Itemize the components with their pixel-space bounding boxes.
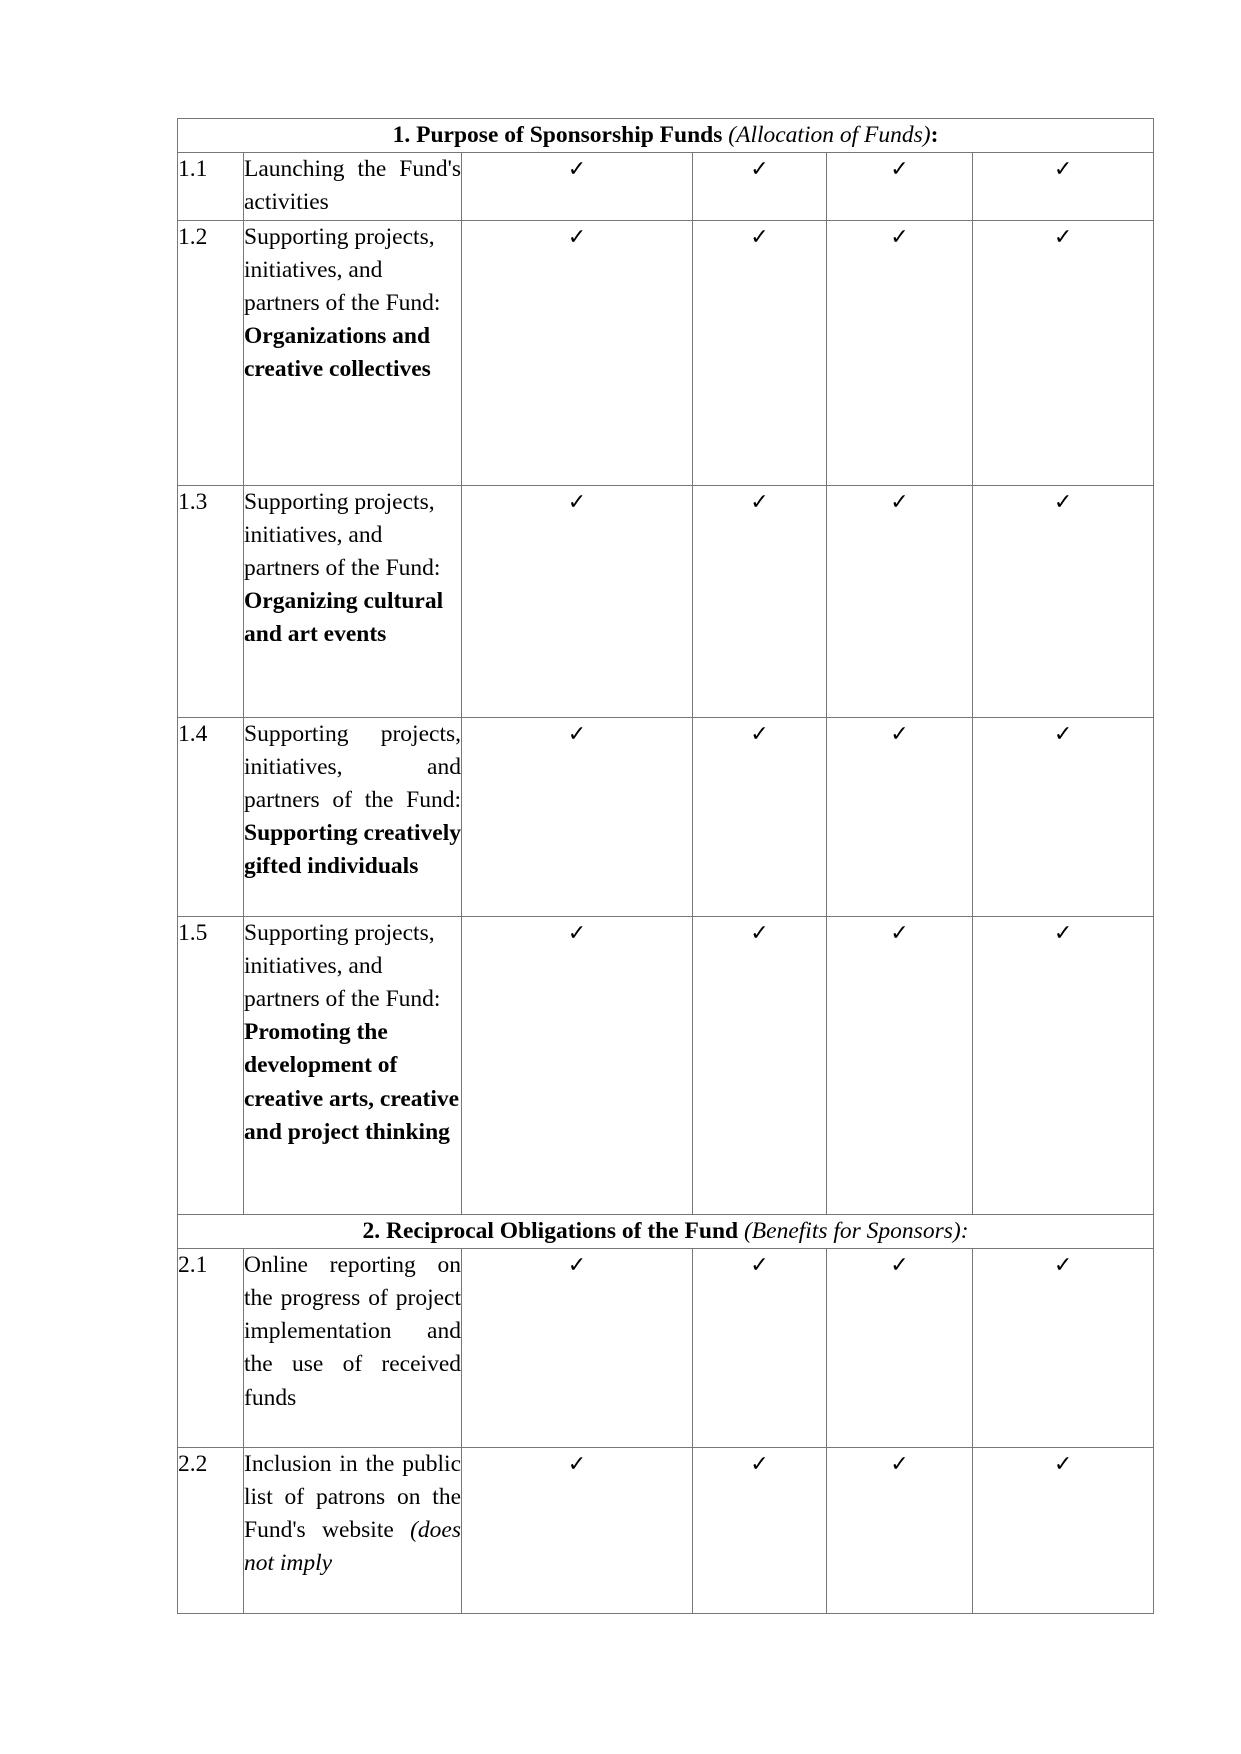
checkmark-icon: ✓ xyxy=(567,721,587,747)
checkmark-icon: ✓ xyxy=(567,157,587,183)
check-cell xyxy=(827,717,973,916)
row-number: 2.1 xyxy=(178,1248,244,1447)
checkmark-icon: ✓ xyxy=(890,1252,909,1278)
checkmark-icon: ✓ xyxy=(750,489,769,515)
row-number: 2.2 xyxy=(178,1447,244,1613)
description-text: Inclusion in the public list of patrons on the Fund's website xyxy=(244,1450,461,1544)
check-cell xyxy=(462,1248,693,1447)
check-cell xyxy=(462,717,693,916)
check-cell xyxy=(693,717,827,916)
check-cell xyxy=(693,485,827,717)
table-row xyxy=(178,153,1154,220)
section-title: 2. Reciprocal Obligations of the Fund xyxy=(362,1217,739,1244)
checkmark-icon: ✓ xyxy=(1053,920,1073,946)
section-header-row xyxy=(178,1214,1154,1248)
checkmark-icon: ✓ xyxy=(567,224,587,250)
check-cell xyxy=(693,1447,827,1613)
check-cell xyxy=(973,717,1154,916)
checkmark-icon: ✓ xyxy=(890,920,909,946)
section-subtitle: (Benefits for Sponsors): xyxy=(743,1217,969,1244)
description-text: Launching the Fund's activities xyxy=(244,156,461,216)
checkmark-icon: ✓ xyxy=(890,224,909,250)
check-cell xyxy=(973,916,1154,1214)
check-cell xyxy=(973,1248,1154,1447)
checkmark-icon: ✓ xyxy=(1053,1451,1073,1477)
checkmark-icon: ✓ xyxy=(567,489,587,515)
description-text: Supporting projects, initiatives, and partners of the Fund: xyxy=(244,488,441,582)
row-number: 1.3 xyxy=(178,485,244,717)
checkmark-icon: ✓ xyxy=(750,157,769,183)
checkmark-icon: ✓ xyxy=(1053,489,1073,515)
check-cell xyxy=(693,220,827,485)
table-row xyxy=(178,220,1154,485)
checkmark-icon: ✓ xyxy=(750,1252,769,1278)
section-title: 1. Purpose of Sponsorship Funds xyxy=(392,122,723,148)
checkmark-icon: ✓ xyxy=(567,1252,587,1278)
check-cell xyxy=(827,1447,973,1613)
row-description xyxy=(244,916,462,1214)
checkmark-icon: ✓ xyxy=(890,721,909,747)
description-bold: Supporting creatively gifted individuals xyxy=(244,820,461,880)
check-cell xyxy=(827,153,973,220)
description-text: Supporting projects, initiatives, and partners of the Fund: xyxy=(244,919,441,1013)
checkmark-icon: ✓ xyxy=(890,489,909,515)
check-cell xyxy=(462,916,693,1214)
description-bold: Organizations and creative collectives xyxy=(244,323,431,383)
check-cell xyxy=(827,485,973,717)
section-2-header xyxy=(178,1214,1154,1248)
check-cell xyxy=(973,220,1154,485)
checkmark-icon: ✓ xyxy=(750,920,769,946)
row-description xyxy=(244,220,462,485)
row-description xyxy=(244,153,462,220)
row-description xyxy=(244,717,462,916)
sponsorship-table xyxy=(177,118,1154,1614)
row-description xyxy=(244,1447,462,1613)
table-row xyxy=(178,1447,1154,1613)
check-cell xyxy=(462,485,693,717)
section-header-row xyxy=(178,119,1154,153)
checkmark-icon: ✓ xyxy=(750,224,769,250)
check-cell xyxy=(462,220,693,485)
table-row xyxy=(178,916,1154,1214)
checkmark-icon: ✓ xyxy=(1053,224,1073,250)
check-cell xyxy=(827,916,973,1214)
check-cell xyxy=(827,1248,973,1447)
row-number: 1.1 xyxy=(178,153,244,220)
row-number: 1.2 xyxy=(178,220,244,485)
checkmark-icon: ✓ xyxy=(1053,721,1073,747)
row-number: 1.5 xyxy=(178,916,244,1214)
check-cell xyxy=(693,1248,827,1447)
section-subtitle: (Allocation of Funds) xyxy=(728,122,931,148)
row-description xyxy=(244,485,462,717)
row-description xyxy=(244,1248,462,1447)
check-cell xyxy=(693,153,827,220)
checkmark-icon: ✓ xyxy=(567,1451,587,1477)
check-cell xyxy=(973,485,1154,717)
check-cell xyxy=(462,1447,693,1613)
checkmark-icon: ✓ xyxy=(1053,157,1073,183)
checkmark-icon: ✓ xyxy=(750,1451,769,1477)
checkmark-icon: ✓ xyxy=(750,721,769,747)
description-text: Supporting projects, initiatives, and partners of the Fund: xyxy=(244,223,441,317)
description-italic: (does not imply xyxy=(244,1517,462,1577)
table-row xyxy=(178,1248,1154,1447)
table-row xyxy=(178,717,1154,916)
section-suffix: : xyxy=(930,122,939,148)
description-bold: Organizing cultural and art events xyxy=(244,588,444,648)
description-text: Online reporting on the progress of project implementation and the use of received funds xyxy=(244,1251,461,1411)
check-cell xyxy=(973,153,1154,220)
checkmark-icon: ✓ xyxy=(1053,1252,1073,1278)
check-cell xyxy=(693,916,827,1214)
table-row xyxy=(178,485,1154,717)
check-cell xyxy=(462,153,693,220)
checkmark-icon: ✓ xyxy=(890,157,909,183)
checkmark-icon: ✓ xyxy=(567,920,587,946)
description-text: Supporting projects, initiatives, and partners of the Fund: xyxy=(244,720,461,814)
section-1-header xyxy=(178,119,1154,153)
check-cell xyxy=(827,220,973,485)
description-bold: Promoting the development of creative arts, creative and project thinking xyxy=(244,1019,460,1145)
check-cell xyxy=(973,1447,1154,1613)
checkmark-icon: ✓ xyxy=(890,1451,909,1477)
row-number: 1.4 xyxy=(178,717,244,916)
